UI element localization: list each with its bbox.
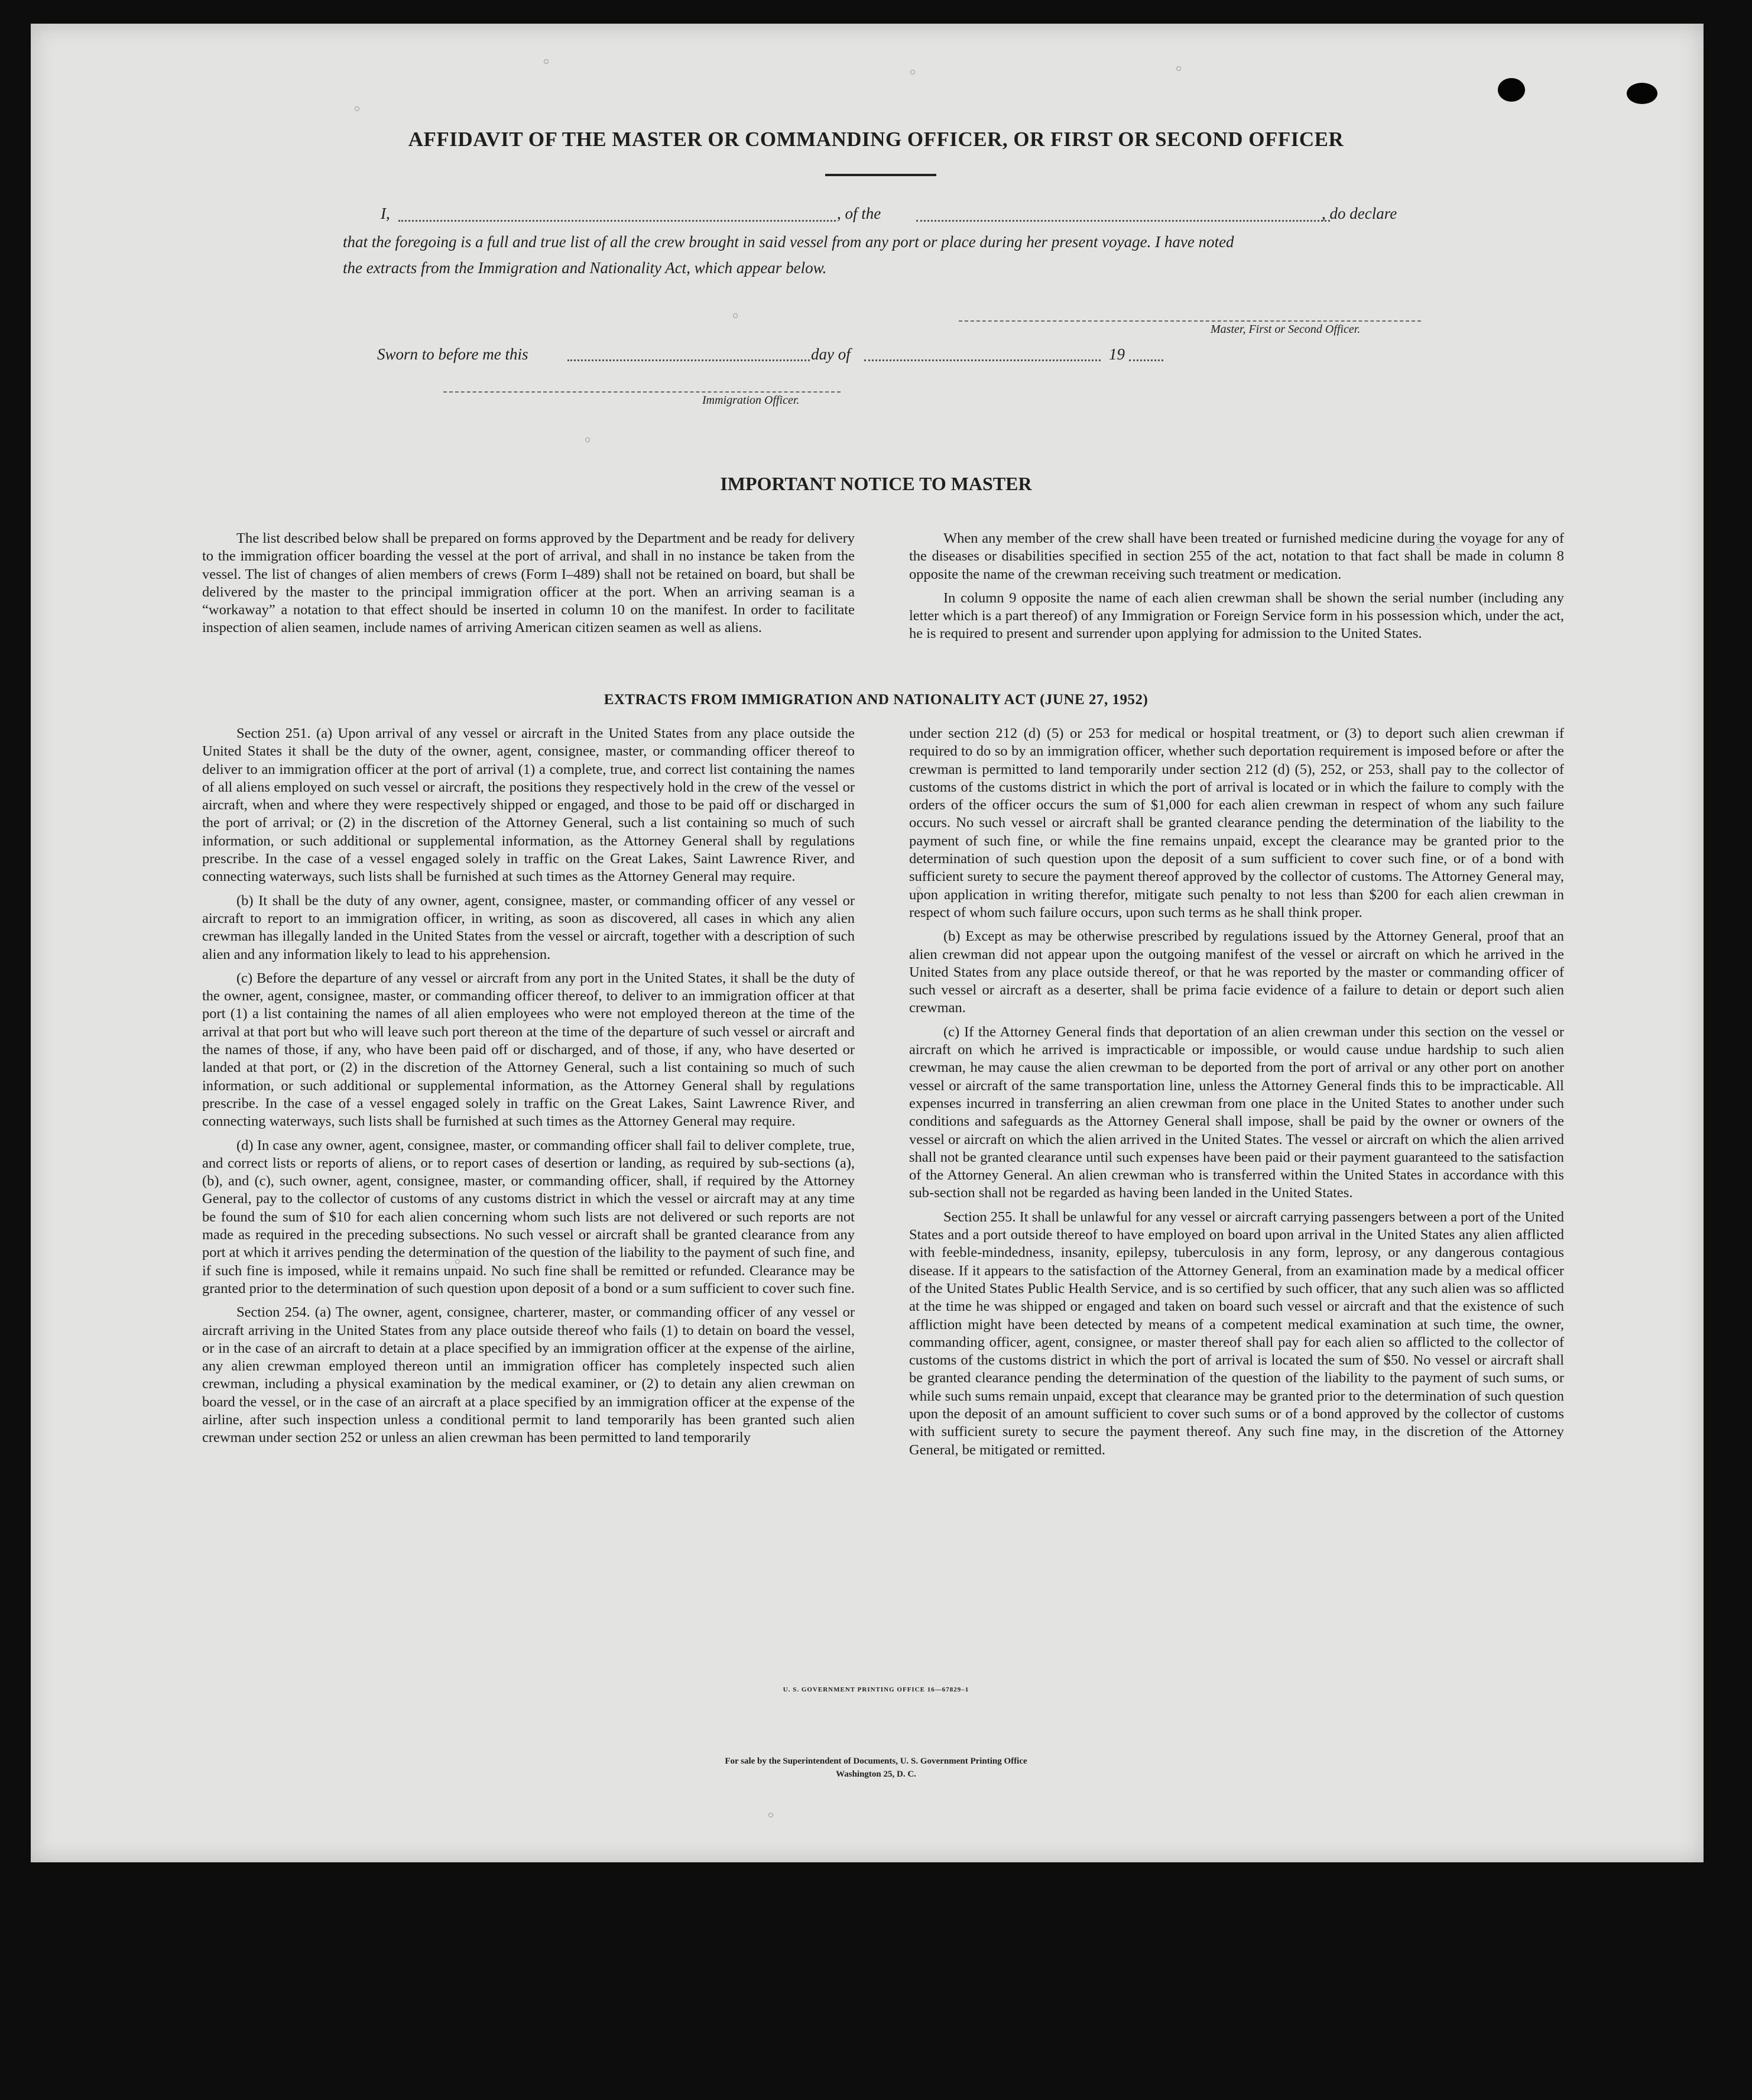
- sale-notice-line: Washington 25, D. C.: [836, 1770, 916, 1779]
- declaration-line-2: the extracts from the Immigration and Nationality Act, which appear below.: [343, 259, 827, 277]
- notice-paragraph: In column 9 opposite the name of each alien crewman shall be shown the serial number (including any letter which is a part thereof) of any Immigration or Foreign Service form in his possession which, under the act, he is required to present and surrender upon applying for admission to the United States.: [909, 589, 1564, 642]
- paper-speck: [768, 1813, 773, 1817]
- vessel-name-field[interactable]: [916, 220, 1330, 222]
- sworn-year-field[interactable]: [1129, 359, 1163, 361]
- statute-paragraph: (c) If the Attorney General finds that deportation of an alien crewman under this section on the vessel or aircraft on which he arrived is impracticable or impossible, or would cause undue hardship to such alien crewman, he may cause the alien crewman to be deported from the port of arrival or any other port on another vessel or aircraft of the same transportation line, unless the Attorney General finds this to be impracticable. All expenses incurred in transferring an alien crewman from one place in the United States to another under such conditions and safeguards as the Attorney General shall impose, shall be paid by the owner or owners of the vessel or aircraft on which the alien arrived in the United States. The vessel or aircraft on which the alien arrived shall not be granted clearance until such expenses have been paid or their payment guaranteed to the satisfaction of the Attorney General. An alien crewman who is transferred within the United States in accordance with this sub-section shall not be regarded as having been landed in the United States.: [909, 1023, 1564, 1201]
- year-prefix: 19: [1109, 345, 1125, 363]
- title-rule: [825, 174, 936, 176]
- statute-paragraph: (d) In case any owner, agent, consignee, master, or commanding officer shall fail to deliver complete, true, and correct lists or reports of aliens, or to report cases of desertion or landing, as required by sub-sections (a), (b), and (c), such owner, agent, consignee, master, or commanding officer, shall, if required by the Attorney General, pay to the collector of customs of any customs district in which the vessel or aircraft may at any time be found the sum of $10 for each alien concerning whom such lists are not delivered or such reports are not made as required in the preceding subsections. No such vessel or aircraft shall be granted clearance from any port at which it arrives pending the determination of the question of the liability to the payment of such fine, and if such fine is imposed, while it remains unpaid. No such fine shall be remitted or refunded. Clearance may be granted prior to the determination of such question upon deposit of a bond or a sum sufficient to cover such fine.: [202, 1137, 855, 1297]
- extracts-title: EXTRACTS FROM IMMIGRATION AND NATIONALITY ACT (JUNE 27, 1952): [604, 692, 1148, 708]
- master-signature-line[interactable]: [959, 320, 1421, 322]
- sworn-month-field[interactable]: [864, 359, 1101, 361]
- punch-hole: [1627, 83, 1657, 104]
- paper-speck: [544, 59, 549, 64]
- paper-speck: [355, 106, 359, 111]
- punch-hole: [1498, 78, 1525, 102]
- declarant-prefix: I,: [381, 205, 390, 222]
- statute-paragraph: (b) It shall be the duty of any owner, agent, consignee, master, or commanding officer of any vessel or aircraft to report to an immigration officer, in writing, as soon as discovered, all cases in which any alien crewman has illegally landed in the United States from the vessel or aircraft, together with a description of such alien and any information likely to lead to his apprehension.: [202, 892, 855, 962]
- paper-speck: [910, 70, 915, 74]
- statute-paragraph: Section 254. (a) The owner, agent, consignee, charterer, master, or commanding officer of any vessel or aircraft arriving in the United States from any place outside thereof who fails (1) to detain on board the vessel, or in the case of an aircraft to detain at a place specified by an immigration officer at the expense of the airline, any alien crewman employed thereon until an immigration officer has completely inspected such alien crewman, including a physical examination by the medical examiner, or (2) to detain any alien crewman on board the vessel, or in the case of an aircraft at a place specified by an immigration officer at the expense of the airline, after such inspection unless a conditional permit to land temporarily has been granted such alien crewman under section 252 or unless an alien crewman has been permitted to land temporarily: [202, 1304, 855, 1446]
- vessel-prefix: , of the: [837, 205, 881, 222]
- declarant-name-field[interactable]: [398, 220, 836, 222]
- immigration-officer-signature-line[interactable]: [443, 391, 841, 393]
- affidavit-title: AFFIDAVIT OF THE MASTER OR COMMANDING OFFICER, OR FIRST OR SECOND OFFICER: [408, 128, 1344, 151]
- master-signature-label: Master, First or Second Officer.: [1211, 323, 1361, 336]
- paper-speck: [733, 313, 738, 318]
- statute-paragraph: under section 212 (d) (5) or 253 for medical or hospital treatment, or (3) to deport such alien crewman if required to do so by an immigration officer, whether such deportation requirement is imposed before or after the crewman is permitted to land temporarily under section 212 (d) (5), 252, or 253, shall pay to the collector of customs of the customs district in which the port of arrival is located or in which the failure to comply with the orders of the officer occurs the sum of $1,000 for each alien crewman in respect of whom any such failure occurs. No such vessel or aircraft shall be granted clearance pending the determination of the liability to the payment of such fine, or while the fine remains unpaid, except the clearance may be granted prior to the determination of such question upon the deposit of a sum sufficient to cover such fine, or of a bond with sufficient surety to secure the payment thereof approved by the collector of customs. The Attorney General may, upon application in writing therefor, mitigate such penalty to not less than $200 for each alien crewman in respect of whom such failure occurs, upon such terms as he shall think proper.: [909, 725, 1564, 921]
- statute-paragraph: (c) Before the departure of any vessel or aircraft from any port in the United States, it shall be the duty of the owner, agent, consignee, master, or commanding officer thereof, to deliver to an immigration officer at that port (1) a list containing the names of all alien employees who were not employed thereon at the time of the arrival at that port but who will leave such port thereon at the time of the departure of such vessel or aircraft and the names of those, if any, who have been paid off or discharged, and of those, if any, who have deserted or landed at that port, or (2) in the discretion of the Attorney General, such a list containing so much of such information, or such additional or supplemental information, as the Attorney General shall by regulations prescribe. In the case of a vessel engaged solely in traffic on the Great Lakes, Saint Lawrence River, and connecting waterways, such lists shall be furnished at such times as the Attorney General may require.: [202, 970, 855, 1130]
- sworn-label: Sworn to before me this: [377, 345, 528, 363]
- notice-left-column: [202, 530, 855, 643]
- notice-paragraph: When any member of the crew shall have been treated or furnished medicine during the voyage for any of the diseases or disabilities specified in section 255 of the act, notation to that fact shall be made in column 8 opposite the name of the crewman receiving such treatment or medication.: [909, 530, 1564, 582]
- notice-right-column: [909, 530, 1564, 649]
- paper-speck: [1176, 66, 1181, 71]
- printing-office-code: U. S. GOVERNMENT PRINTING OFFICE 16—67829–1: [783, 1686, 969, 1693]
- statute-paragraph: Section 251. (a) Upon arrival of any vessel or aircraft in the United States from any place outside the United States it shall be the duty of the owner, agent, consignee, master, or commanding officer thereof to deliver to an immigration officer at the port of arrival (1) a complete, true, and correct list containing the names of all aliens employed on such vessel or aircraft, the positions they respectively hold in the crew of the vessel or aircraft, when and where they were respectively shipped or engaged, and those to be paid off or discharged in the port of arrival; or (2) in the discretion of the Attorney General, such a list containing so much of such information, or such additional or supplemental information, as the Attorney General shall by regulations prescribe. In the case of a vessel engaged solely in traffic on the Great Lakes, Saint Lawrence River, and connecting waterways, such lists shall be furnished at such times as the Attorney General may require.: [202, 725, 855, 885]
- statute-paragraph: Section 255. It shall be unlawful for any vessel or aircraft carrying passengers between a port of the United States and a port outside thereof to have employed on board upon arrival in the United States any alien afflicted with feeble-mindedness, insanity, epilepsy, tuberculosis in any form, leprosy, or any dangerous contagious disease. If it appears to the satisfaction of the Attorney General, from an examination made by a medical officer of the United States Public Health Service, and is so certified by such officer, that any such alien was so afflicted at the time he was shipped or engaged and taken on board such vessel or aircraft and that the existence of such affliction might have been detected by means of a competent medical examination at such time, the owner, commanding officer, agent, consignee, or master thereof shall pay for each alien so afflicted to the collector of customs of the customs district in which the port of arrival is located the sum of $50. No vessel or aircraft shall be granted clearance pending the determination of the question of the liability to the payment of such sums, or while such sums remain unpaid, except that clearance may be granted prior to the determination of such question upon the deposit of an amount sufficient to cover such sums or of a bond approved by the collector of customs with sufficient surety to secure the payment thereof. Any such fine may, in the discretion of the Attorney General, be mitigated or remitted.: [909, 1208, 1564, 1458]
- paper-speck: [585, 438, 590, 442]
- notice-paragraph: The list described below shall be prepared on forms approved by the Department and be ready for delivery to the immigration officer boarding the vessel at the port of arrival, and shall in no instance be taken from the vessel. The list of changes of alien members of crews (Form I–489) shall not be retained on board, but shall be delivered by the master to the principal immigration officer at the port. When an arriving seaman is a “workaway” a notation to that effect should be inserted in column 10 on the manifest. In order to facilitate inspection of alien seamen, include names of arriving American citizen seamen as well as aliens.: [202, 530, 855, 636]
- extracts-right-column: [909, 725, 1564, 1465]
- notice-title: IMPORTANT NOTICE TO MASTER: [720, 473, 1032, 494]
- immigration-officer-label: Immigration Officer.: [702, 394, 800, 407]
- sale-notice: [0, 1755, 1752, 1781]
- declare-suffix: , do declare: [1322, 205, 1397, 222]
- statute-paragraph: (b) Except as may be otherwise prescribed by regulations issued by the Attorney General, proof that an alien crewman did not appear upon the outgoing manifest of the vessel or aircraft on which he arrived in the United States from any place outside thereof, or that he was reported by the master or commanding officer of such vessel or aircraft as a deserter, shall be prima facie evidence of a failure to detain or deport such alien crewman.: [909, 928, 1564, 1016]
- sworn-day-field[interactable]: [567, 359, 810, 361]
- sale-notice-line: For sale by the Superintendent of Documents, U. S. Government Printing Office: [725, 1757, 1027, 1766]
- declaration-line: that the foregoing is a full and true list of all the crew brought in said vessel from any port or place during her present voyage. I have noted: [343, 233, 1234, 251]
- extracts-left-column: [202, 725, 855, 1453]
- day-of-label: day of: [811, 345, 851, 363]
